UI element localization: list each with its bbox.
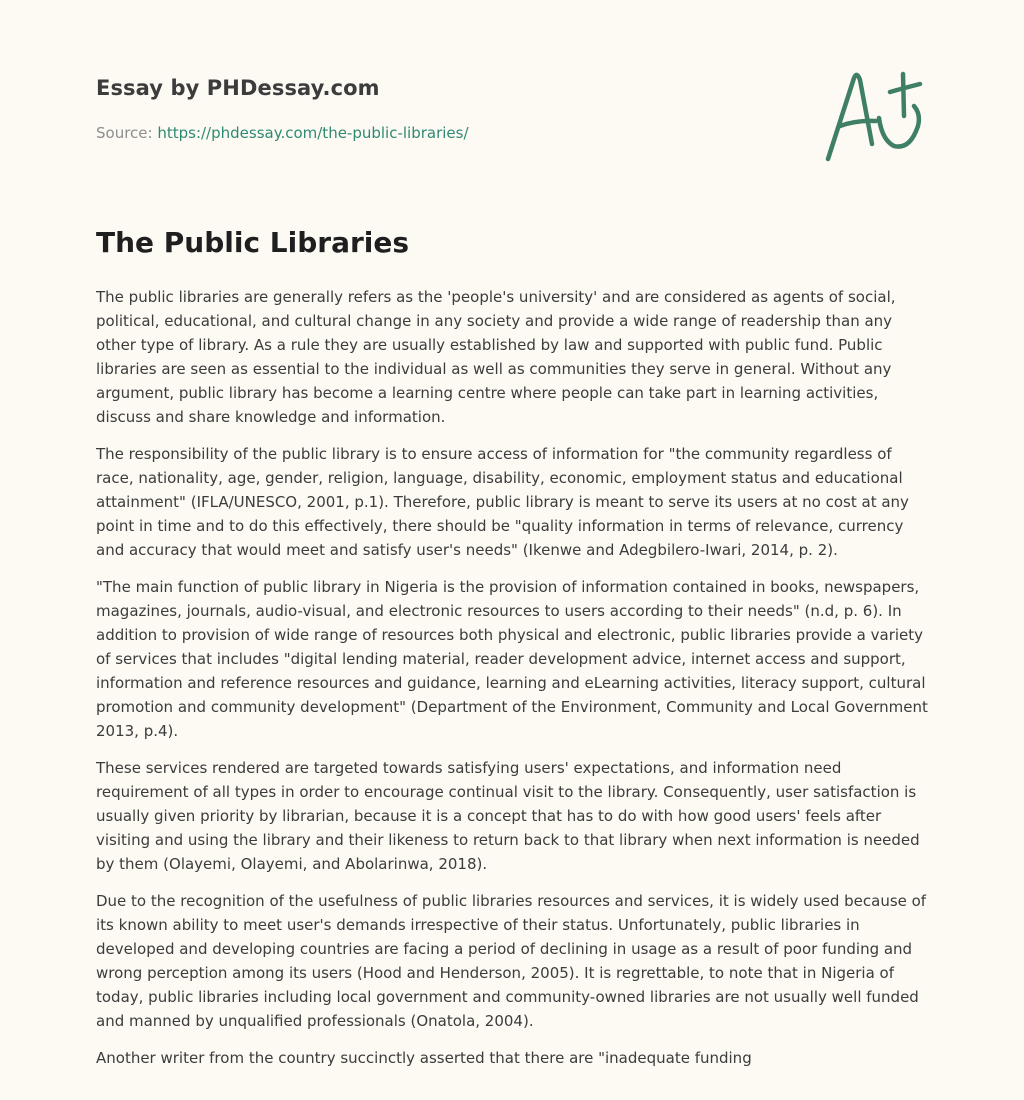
essay-paragraph: These services rendered are targeted towards satisfying users' expectations, and information need requirement of all types in order to encourage continual visit to the library. Consequently, user satisfaction is usually given priority by librarian, because it is a concept that has to do with how good users' feels after visiting and using the library and their likeness to return back to that library when next information is needed by them (Olayemi, Olayemi, and Abolarinwa, 2018). <box>96 759 920 873</box>
essay-paragraph: The public libraries are generally refers as the 'people's university' and are considered as agents of social, political, educational, and cultural change in any society and provide a wide range of readership than any other type of library. As a rule they are usually established by law and supported with public fund. Public libraries are seen as essential to the individual as well as communities they serve in general. Without any argument, public library has become a learning centre where people can take part in learning activities, discuss and share knowledge and information. <box>96 288 896 426</box>
source-link[interactable]: https://phdessay.com/the-public-libraries/ <box>157 124 469 142</box>
essay-paragraph: Due to the recognition of the usefulness of public libraries resources and services, it is widely used because of its known ability to meet user's demands irrespective of their status. Unfortunately, public libraries in developed and developing countries are facing a period of declining in usage as a result of poor funding and wrong perception among its users (Hood and Henderson, 2005). It is regrettable, to note that in Nigeria of today, public libraries including local government and community-owned libraries are not usually well funded and manned by unqualified professionals (Onatola, 2004). <box>96 892 927 1030</box>
source-line <box>96 124 469 142</box>
essay-paragraph: "The main function of public library in Nigeria is the provision of information contained in books, newspapers, magazines, journals, audio-visual, and electronic resources to users according to their needs" (n.d, p. 6). In addition to provision of wide range of resources both physical and electronic, public libraries provide a variety of services that includes "digital lending material, reader development advice, internet access and support, information and reference resources and guidance, learning and eLearning activities, literacy support, cultural promotion and community development" (Department of the Environment, Community and Local Government 2013, p.4). <box>96 578 928 740</box>
a-plus-logo-icon <box>824 66 928 164</box>
essay-title: The Public Libraries <box>96 226 410 259</box>
brand-title: Essay by PHDessay.com <box>96 76 380 100</box>
essay-body <box>96 285 932 1083</box>
source-label: Source: <box>96 124 158 142</box>
essay-paragraph: Another writer from the country succinctly asserted that there are "inadequate funding <box>96 1049 752 1067</box>
essay-paragraph: The responsibility of the public library is to ensure access of information for "the community regardless of race, nationality, age, gender, religion, language, disability, economic, employment status and educational attainment" (IFLA/UNESCO, 2001, p.1). Therefore, public library is meant to serve its users at no cost at any point in time and to do this effectively, there should be "quality information in terms of relevance, currency and accuracy that would meet and satisfy user's needs" (Ikenwe and Adegbilero-Iwari, 2014, p. 2). <box>96 445 909 559</box>
page-header <box>96 0 928 200</box>
